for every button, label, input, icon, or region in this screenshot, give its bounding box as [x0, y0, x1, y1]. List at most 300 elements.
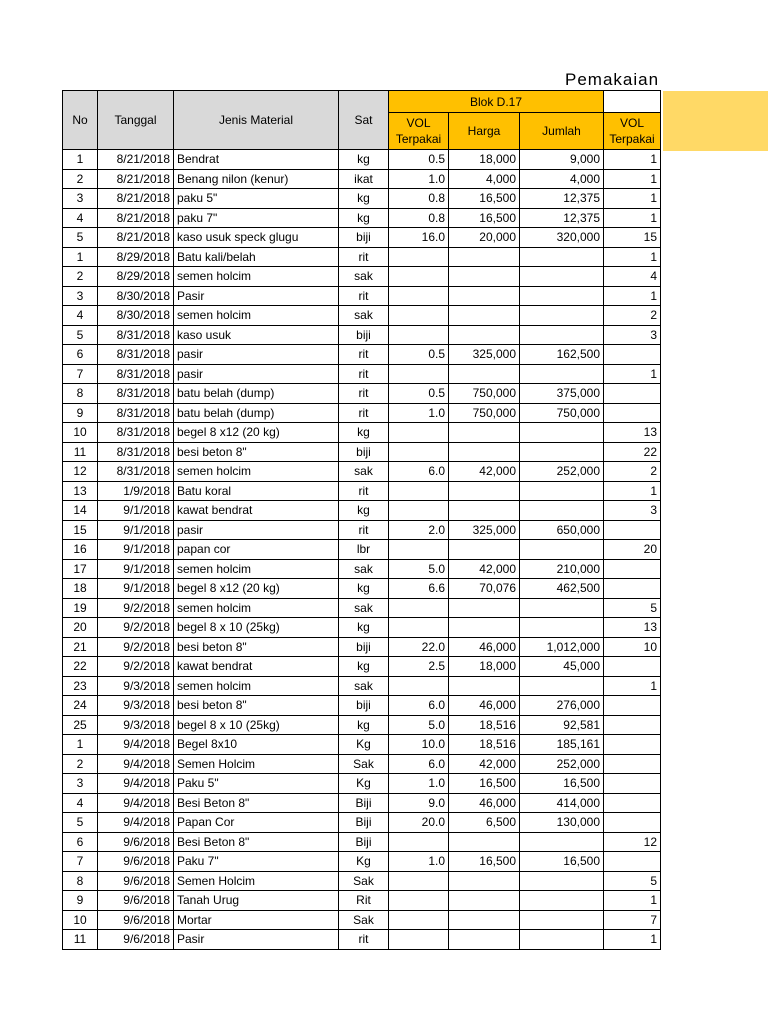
cell-jumlah[interactable]: 130,000	[520, 813, 604, 833]
cell-harga[interactable]	[449, 247, 520, 267]
cell-no[interactable]: 9	[63, 891, 98, 911]
cell-tanggal[interactable]: 8/31/2018	[98, 325, 174, 345]
cell-sat[interactable]: sak	[339, 267, 389, 287]
cell-vol[interactable]: 1.0	[389, 403, 449, 423]
cell-vol[interactable]: 1.0	[389, 852, 449, 872]
cell-sat[interactable]: kg	[339, 501, 389, 521]
cell-sat[interactable]: Sak	[339, 910, 389, 930]
cell-material[interactable]: semen holcim	[174, 559, 339, 579]
cell-harga[interactable]	[449, 442, 520, 462]
cell-no[interactable]: 12	[63, 462, 98, 482]
cell-jumlah[interactable]	[520, 325, 604, 345]
cell-vol[interactable]: 0.5	[389, 384, 449, 404]
cell-no[interactable]: 18	[63, 579, 98, 599]
cell-vol2[interactable]: 13	[604, 423, 661, 443]
cell-tanggal[interactable]: 9/4/2018	[98, 735, 174, 755]
cell-sat[interactable]: kg	[339, 208, 389, 228]
cell-material[interactable]: semen holcim	[174, 267, 339, 287]
cell-no[interactable]: 25	[63, 715, 98, 735]
cell-tanggal[interactable]: 9/3/2018	[98, 696, 174, 716]
cell-vol2[interactable]	[604, 345, 661, 365]
header-sat[interactable]: Sat	[339, 91, 389, 150]
cell-material[interactable]: paku 7"	[174, 208, 339, 228]
cell-vol[interactable]	[389, 442, 449, 462]
cell-harga[interactable]: 16,500	[449, 774, 520, 794]
cell-vol[interactable]: 22.0	[389, 637, 449, 657]
cell-vol2[interactable]: 10	[604, 637, 661, 657]
cell-vol2[interactable]: 1	[604, 247, 661, 267]
cell-material[interactable]: semen holcim	[174, 598, 339, 618]
header-vol-terpakai-2[interactable]: VOL Terpakai	[604, 113, 661, 150]
cell-vol[interactable]: 6.6	[389, 579, 449, 599]
cell-vol2[interactable]: 5	[604, 871, 661, 891]
cell-harga[interactable]	[449, 891, 520, 911]
cell-harga[interactable]	[449, 618, 520, 638]
cell-harga[interactable]	[449, 598, 520, 618]
cell-material[interactable]: begel 8 x 10 (25kg)	[174, 618, 339, 638]
cell-vol[interactable]: 6.0	[389, 754, 449, 774]
cell-jumlah[interactable]: 4,000	[520, 169, 604, 189]
cell-vol[interactable]	[389, 247, 449, 267]
cell-jumlah[interactable]	[520, 891, 604, 911]
cell-tanggal[interactable]: 9/2/2018	[98, 598, 174, 618]
cell-vol[interactable]: 16.0	[389, 228, 449, 248]
cell-harga[interactable]	[449, 930, 520, 950]
cell-tanggal[interactable]: 9/6/2018	[98, 930, 174, 950]
cell-sat[interactable]: sak	[339, 306, 389, 326]
header-harga[interactable]: Harga	[449, 113, 520, 150]
cell-vol[interactable]	[389, 618, 449, 638]
cell-tanggal[interactable]: 8/21/2018	[98, 208, 174, 228]
cell-material[interactable]: Mortar	[174, 910, 339, 930]
cell-vol[interactable]: 0.8	[389, 189, 449, 209]
cell-sat[interactable]: sak	[339, 559, 389, 579]
cell-harga[interactable]	[449, 910, 520, 930]
cell-material[interactable]: Tanah Urug	[174, 891, 339, 911]
cell-tanggal[interactable]: 9/6/2018	[98, 852, 174, 872]
cell-tanggal[interactable]: 8/30/2018	[98, 286, 174, 306]
cell-vol2[interactable]	[604, 520, 661, 540]
cell-sat[interactable]: kg	[339, 657, 389, 677]
cell-no[interactable]: 5	[63, 228, 98, 248]
cell-vol2[interactable]	[604, 852, 661, 872]
cell-jumlah[interactable]	[520, 910, 604, 930]
cell-material[interactable]: begel 8 x 10 (25kg)	[174, 715, 339, 735]
cell-vol[interactable]	[389, 306, 449, 326]
cell-tanggal[interactable]: 9/1/2018	[98, 559, 174, 579]
cell-material[interactable]: kawat bendrat	[174, 657, 339, 677]
cell-material[interactable]: Batu kali/belah	[174, 247, 339, 267]
header-blank[interactable]	[604, 91, 661, 113]
cell-jumlah[interactable]: 650,000	[520, 520, 604, 540]
cell-harga[interactable]: 18,000	[449, 657, 520, 677]
cell-sat[interactable]: rit	[339, 403, 389, 423]
cell-vol[interactable]: 6.0	[389, 462, 449, 482]
cell-material[interactable]: besi beton 8"	[174, 696, 339, 716]
cell-material[interactable]: kaso usuk speck glugu	[174, 228, 339, 248]
cell-tanggal[interactable]: 9/6/2018	[98, 891, 174, 911]
cell-sat[interactable]: biji	[339, 442, 389, 462]
cell-sat[interactable]: kg	[339, 189, 389, 209]
cell-harga[interactable]: 70,076	[449, 579, 520, 599]
cell-vol2[interactable]: 1	[604, 208, 661, 228]
cell-vol2[interactable]: 5	[604, 598, 661, 618]
cell-no[interactable]: 20	[63, 618, 98, 638]
cell-jumlah[interactable]	[520, 286, 604, 306]
cell-vol[interactable]	[389, 364, 449, 384]
cell-material[interactable]: Paku 5"	[174, 774, 339, 794]
cell-material[interactable]: paku 5"	[174, 189, 339, 209]
cell-no[interactable]: 10	[63, 910, 98, 930]
cell-material[interactable]: begel 8 x12 (20 kg)	[174, 423, 339, 443]
cell-material[interactable]: kaso usuk	[174, 325, 339, 345]
cell-sat[interactable]: biji	[339, 228, 389, 248]
cell-jumlah[interactable]	[520, 618, 604, 638]
cell-no[interactable]: 1	[63, 247, 98, 267]
cell-sat[interactable]: rit	[339, 384, 389, 404]
cell-tanggal[interactable]: 9/4/2018	[98, 774, 174, 794]
cell-material[interactable]: Besi Beton 8"	[174, 832, 339, 852]
cell-tanggal[interactable]: 8/21/2018	[98, 189, 174, 209]
cell-sat[interactable]: Biji	[339, 832, 389, 852]
cell-vol2[interactable]	[604, 403, 661, 423]
cell-vol[interactable]	[389, 501, 449, 521]
cell-vol2[interactable]: 15	[604, 228, 661, 248]
cell-tanggal[interactable]: 8/21/2018	[98, 150, 174, 170]
header-tanggal[interactable]: Tanggal	[98, 91, 174, 150]
header-jenis-material[interactable]: Jenis Material	[174, 91, 339, 150]
cell-harga[interactable]	[449, 364, 520, 384]
cell-material[interactable]: Benang nilon (kenur)	[174, 169, 339, 189]
cell-vol2[interactable]	[604, 793, 661, 813]
cell-vol2[interactable]: 3	[604, 501, 661, 521]
cell-material[interactable]: Bendrat	[174, 150, 339, 170]
cell-no[interactable]: 9	[63, 403, 98, 423]
cell-harga[interactable]	[449, 540, 520, 560]
cell-vol[interactable]	[389, 891, 449, 911]
cell-harga[interactable]	[449, 267, 520, 287]
cell-sat[interactable]: biji	[339, 325, 389, 345]
cell-no[interactable]: 5	[63, 813, 98, 833]
cell-no[interactable]: 14	[63, 501, 98, 521]
cell-harga[interactable]: 42,000	[449, 462, 520, 482]
cell-harga[interactable]: 46,000	[449, 696, 520, 716]
cell-vol[interactable]	[389, 832, 449, 852]
cell-sat[interactable]: biji	[339, 637, 389, 657]
cell-harga[interactable]: 20,000	[449, 228, 520, 248]
cell-tanggal[interactable]: 8/29/2018	[98, 267, 174, 287]
cell-sat[interactable]: Sak	[339, 871, 389, 891]
cell-jumlah[interactable]	[520, 676, 604, 696]
cell-vol2[interactable]	[604, 774, 661, 794]
cell-tanggal[interactable]: 9/4/2018	[98, 754, 174, 774]
cell-tanggal[interactable]: 8/31/2018	[98, 364, 174, 384]
cell-no[interactable]: 21	[63, 637, 98, 657]
cell-vol2[interactable]	[604, 559, 661, 579]
cell-vol2[interactable]: 1	[604, 481, 661, 501]
cell-vol2[interactable]: 1	[604, 364, 661, 384]
cell-vol[interactable]: 5.0	[389, 715, 449, 735]
cell-vol[interactable]	[389, 871, 449, 891]
cell-sat[interactable]: biji	[339, 696, 389, 716]
cell-no[interactable]: 8	[63, 384, 98, 404]
cell-vol2[interactable]: 1	[604, 189, 661, 209]
cell-sat[interactable]: rit	[339, 930, 389, 950]
cell-no[interactable]: 7	[63, 852, 98, 872]
cell-harga[interactable]: 18,516	[449, 715, 520, 735]
cell-material[interactable]: begel 8 x12 (20 kg)	[174, 579, 339, 599]
cell-tanggal[interactable]: 9/6/2018	[98, 910, 174, 930]
cell-jumlah[interactable]	[520, 442, 604, 462]
cell-vol2[interactable]	[604, 735, 661, 755]
cell-tanggal[interactable]: 8/29/2018	[98, 247, 174, 267]
cell-sat[interactable]: kg	[339, 579, 389, 599]
cell-harga[interactable]: 18,000	[449, 150, 520, 170]
cell-material[interactable]: pasir	[174, 364, 339, 384]
cell-sat[interactable]: sak	[339, 598, 389, 618]
cell-vol2[interactable]: 1	[604, 930, 661, 950]
cell-vol[interactable]: 1.0	[389, 169, 449, 189]
cell-no[interactable]: 3	[63, 189, 98, 209]
cell-tanggal[interactable]: 9/4/2018	[98, 813, 174, 833]
cell-material[interactable]: Besi Beton 8"	[174, 793, 339, 813]
cell-sat[interactable]: Kg	[339, 735, 389, 755]
cell-jumlah[interactable]: 750,000	[520, 403, 604, 423]
cell-no[interactable]: 8	[63, 871, 98, 891]
cell-harga[interactable]: 16,500	[449, 852, 520, 872]
cell-material[interactable]: Pasir	[174, 930, 339, 950]
cell-vol2[interactable]: 4	[604, 267, 661, 287]
cell-no[interactable]: 23	[63, 676, 98, 696]
cell-material[interactable]: Semen Holcim	[174, 871, 339, 891]
cell-jumlah[interactable]: 210,000	[520, 559, 604, 579]
cell-material[interactable]: Batu koral	[174, 481, 339, 501]
cell-jumlah[interactable]: 375,000	[520, 384, 604, 404]
cell-jumlah[interactable]: 252,000	[520, 462, 604, 482]
cell-vol[interactable]	[389, 598, 449, 618]
cell-vol2[interactable]	[604, 657, 661, 677]
cell-vol2[interactable]	[604, 384, 661, 404]
cell-sat[interactable]: lbr	[339, 540, 389, 560]
cell-no[interactable]: 2	[63, 754, 98, 774]
cell-vol[interactable]	[389, 910, 449, 930]
cell-vol[interactable]: 2.5	[389, 657, 449, 677]
cell-harga[interactable]	[449, 286, 520, 306]
cell-jumlah[interactable]: 9,000	[520, 150, 604, 170]
cell-harga[interactable]: 325,000	[449, 345, 520, 365]
cell-tanggal[interactable]: 1/9/2018	[98, 481, 174, 501]
cell-vol2[interactable]	[604, 579, 661, 599]
cell-no[interactable]: 16	[63, 540, 98, 560]
cell-jumlah[interactable]: 16,500	[520, 852, 604, 872]
header-blok[interactable]: Blok D.17	[389, 91, 604, 113]
cell-tanggal[interactable]: 8/31/2018	[98, 462, 174, 482]
cell-vol2[interactable]: 1	[604, 676, 661, 696]
cell-harga[interactable]: 42,000	[449, 559, 520, 579]
cell-vol2[interactable]: 7	[604, 910, 661, 930]
cell-vol[interactable]	[389, 286, 449, 306]
cell-harga[interactable]: 6,500	[449, 813, 520, 833]
cell-jumlah[interactable]: 462,500	[520, 579, 604, 599]
cell-tanggal[interactable]: 8/21/2018	[98, 169, 174, 189]
cell-no[interactable]: 5	[63, 325, 98, 345]
cell-vol[interactable]	[389, 267, 449, 287]
cell-jumlah[interactable]: 16,500	[520, 774, 604, 794]
cell-sat[interactable]: Biji	[339, 813, 389, 833]
cell-jumlah[interactable]	[520, 540, 604, 560]
cell-vol[interactable]	[389, 481, 449, 501]
cell-jumlah[interactable]: 276,000	[520, 696, 604, 716]
cell-sat[interactable]: kg	[339, 423, 389, 443]
cell-material[interactable]: batu belah (dump)	[174, 384, 339, 404]
cell-sat[interactable]: rit	[339, 286, 389, 306]
cell-vol2[interactable]	[604, 715, 661, 735]
cell-tanggal[interactable]: 9/1/2018	[98, 579, 174, 599]
cell-vol[interactable]: 5.0	[389, 559, 449, 579]
cell-tanggal[interactable]: 9/3/2018	[98, 715, 174, 735]
cell-jumlah[interactable]	[520, 306, 604, 326]
cell-no[interactable]: 6	[63, 832, 98, 852]
cell-harga[interactable]: 4,000	[449, 169, 520, 189]
cell-jumlah[interactable]: 1,012,000	[520, 637, 604, 657]
cell-material[interactable]: papan cor	[174, 540, 339, 560]
cell-no[interactable]: 1	[63, 735, 98, 755]
cell-harga[interactable]	[449, 423, 520, 443]
cell-harga[interactable]: 750,000	[449, 403, 520, 423]
cell-jumlah[interactable]: 185,161	[520, 735, 604, 755]
cell-tanggal[interactable]: 8/31/2018	[98, 345, 174, 365]
cell-sat[interactable]: rit	[339, 481, 389, 501]
cell-no[interactable]: 15	[63, 520, 98, 540]
cell-no[interactable]: 7	[63, 364, 98, 384]
cell-material[interactable]: kawat bendrat	[174, 501, 339, 521]
cell-vol[interactable]	[389, 325, 449, 345]
cell-harga[interactable]	[449, 871, 520, 891]
cell-harga[interactable]: 42,000	[449, 754, 520, 774]
cell-jumlah[interactable]: 414,000	[520, 793, 604, 813]
cell-vol[interactable]: 0.5	[389, 150, 449, 170]
cell-vol2[interactable]: 1	[604, 286, 661, 306]
cell-material[interactable]: besi beton 8"	[174, 442, 339, 462]
cell-tanggal[interactable]: 9/3/2018	[98, 676, 174, 696]
cell-vol[interactable]: 2.0	[389, 520, 449, 540]
cell-material[interactable]: Pasir	[174, 286, 339, 306]
cell-no[interactable]: 4	[63, 306, 98, 326]
cell-no[interactable]: 3	[63, 286, 98, 306]
cell-tanggal[interactable]: 9/2/2018	[98, 618, 174, 638]
cell-jumlah[interactable]: 12,375	[520, 208, 604, 228]
cell-vol[interactable]: 10.0	[389, 735, 449, 755]
cell-material[interactable]: semen holcim	[174, 462, 339, 482]
cell-jumlah[interactable]	[520, 267, 604, 287]
cell-harga[interactable]: 18,516	[449, 735, 520, 755]
cell-sat[interactable]: rit	[339, 364, 389, 384]
cell-material[interactable]: Semen Holcim	[174, 754, 339, 774]
cell-vol2[interactable]: 20	[604, 540, 661, 560]
cell-tanggal[interactable]: 8/31/2018	[98, 403, 174, 423]
cell-vol[interactable]: 1.0	[389, 774, 449, 794]
cell-material[interactable]: besi beton 8"	[174, 637, 339, 657]
cell-harga[interactable]	[449, 832, 520, 852]
cell-harga[interactable]	[449, 676, 520, 696]
cell-harga[interactable]	[449, 306, 520, 326]
cell-harga[interactable]: 325,000	[449, 520, 520, 540]
cell-vol[interactable]: 0.5	[389, 345, 449, 365]
cell-sat[interactable]: kg	[339, 150, 389, 170]
cell-no[interactable]: 4	[63, 208, 98, 228]
cell-jumlah[interactable]	[520, 832, 604, 852]
cell-material[interactable]: semen holcim	[174, 306, 339, 326]
cell-harga[interactable]: 16,500	[449, 189, 520, 209]
cell-jumlah[interactable]	[520, 930, 604, 950]
cell-vol[interactable]	[389, 930, 449, 950]
cell-no[interactable]: 22	[63, 657, 98, 677]
cell-tanggal[interactable]: 9/6/2018	[98, 871, 174, 891]
cell-sat[interactable]: rit	[339, 520, 389, 540]
cell-no[interactable]: 19	[63, 598, 98, 618]
cell-vol2[interactable]: 1	[604, 150, 661, 170]
cell-jumlah[interactable]: 162,500	[520, 345, 604, 365]
cell-no[interactable]: 13	[63, 481, 98, 501]
cell-tanggal[interactable]: 8/30/2018	[98, 306, 174, 326]
cell-sat[interactable]: sak	[339, 462, 389, 482]
cell-material[interactable]: batu belah (dump)	[174, 403, 339, 423]
cell-tanggal[interactable]: 8/31/2018	[98, 442, 174, 462]
cell-jumlah[interactable]	[520, 364, 604, 384]
cell-material[interactable]: Begel 8x10	[174, 735, 339, 755]
cell-no[interactable]: 6	[63, 345, 98, 365]
cell-vol2[interactable]: 1	[604, 891, 661, 911]
cell-material[interactable]: Paku 7"	[174, 852, 339, 872]
cell-sat[interactable]: Rit	[339, 891, 389, 911]
cell-sat[interactable]: Sak	[339, 754, 389, 774]
cell-no[interactable]: 1	[63, 150, 98, 170]
cell-vol2[interactable]	[604, 754, 661, 774]
cell-jumlah[interactable]	[520, 501, 604, 521]
cell-sat[interactable]: Kg	[339, 852, 389, 872]
cell-no[interactable]: 24	[63, 696, 98, 716]
cell-vol[interactable]: 9.0	[389, 793, 449, 813]
cell-vol2[interactable]	[604, 696, 661, 716]
cell-no[interactable]: 4	[63, 793, 98, 813]
cell-harga[interactable]	[449, 481, 520, 501]
cell-jumlah[interactable]: 92,581	[520, 715, 604, 735]
cell-tanggal[interactable]: 9/2/2018	[98, 637, 174, 657]
cell-jumlah[interactable]	[520, 871, 604, 891]
cell-jumlah[interactable]	[520, 247, 604, 267]
cell-jumlah[interactable]: 252,000	[520, 754, 604, 774]
cell-vol2[interactable]	[604, 813, 661, 833]
cell-sat[interactable]: sak	[339, 676, 389, 696]
cell-tanggal[interactable]: 9/4/2018	[98, 793, 174, 813]
cell-sat[interactable]: ikat	[339, 169, 389, 189]
cell-no[interactable]: 11	[63, 442, 98, 462]
cell-vol2[interactable]: 3	[604, 325, 661, 345]
cell-vol2[interactable]: 13	[604, 618, 661, 638]
header-no[interactable]: No	[63, 91, 98, 150]
cell-tanggal[interactable]: 9/1/2018	[98, 540, 174, 560]
cell-sat[interactable]: rit	[339, 247, 389, 267]
cell-material[interactable]: pasir	[174, 345, 339, 365]
cell-vol[interactable]: 6.0	[389, 696, 449, 716]
header-jumlah[interactable]: Jumlah	[520, 113, 604, 150]
cell-material[interactable]: semen holcim	[174, 676, 339, 696]
cell-harga[interactable]: 46,000	[449, 637, 520, 657]
cell-sat[interactable]: Kg	[339, 774, 389, 794]
cell-no[interactable]: 17	[63, 559, 98, 579]
cell-no[interactable]: 3	[63, 774, 98, 794]
cell-vol2[interactable]: 22	[604, 442, 661, 462]
